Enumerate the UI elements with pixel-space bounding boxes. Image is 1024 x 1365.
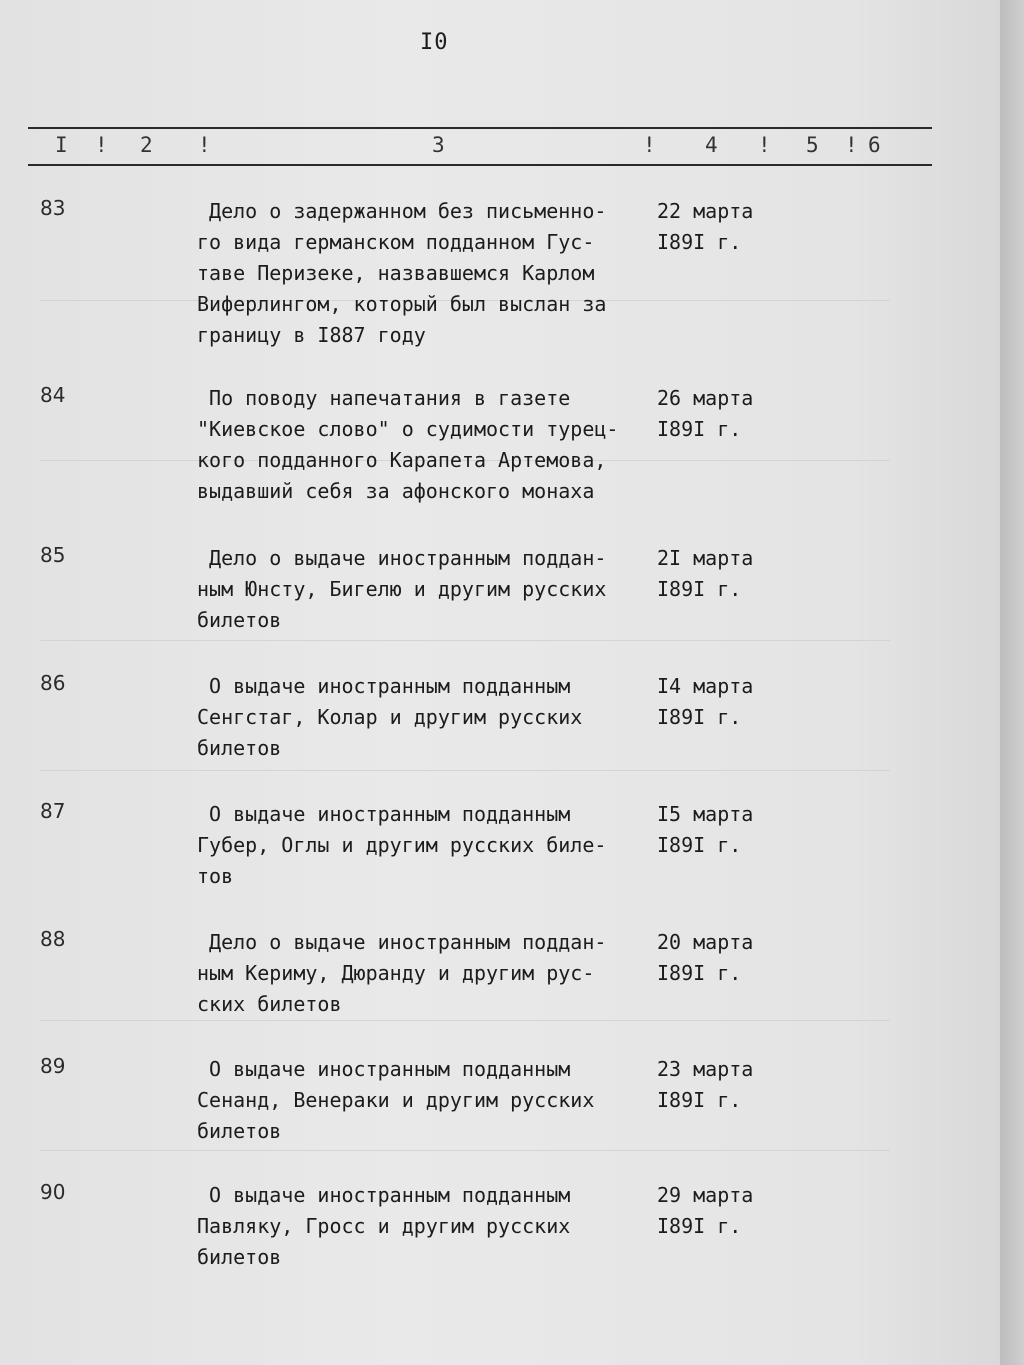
item-date: 2I марта I89I г. <box>657 546 754 601</box>
item-description: О выдаче иностранным подданным Сенгстаг, Колар и другим русских билетов <box>197 674 583 760</box>
item-number: 84 <box>40 383 66 407</box>
header-col-1: I <box>55 133 68 157</box>
item-date: 26 марта I89I г. <box>657 386 754 441</box>
item-number: 88 <box>40 927 66 951</box>
item-description: Дело о выдаче иностранным поддан- ным Юнсту, Бигелю и другим русских билетов <box>197 546 607 632</box>
header-bottom-rule <box>28 164 932 166</box>
item-number: 90 <box>40 1180 66 1204</box>
item-description: О выдаче иностранным подданным Павляку, Гросс и другим русских билетов <box>197 1183 571 1269</box>
item-date: 22 марта I89I г. <box>657 199 754 254</box>
item-description: Дело о выдаче иностранным поддан- ным Кериму, Дюранду и другим рус- ских билетов <box>197 930 607 1016</box>
header-col-5: 5 <box>806 133 819 157</box>
header-separator: ! <box>758 133 771 157</box>
item-number: 87 <box>40 799 66 823</box>
header-top-rule <box>28 127 932 129</box>
page-number: I0 <box>420 30 449 55</box>
item-number: 83 <box>40 196 66 220</box>
bleed-through-line <box>40 1150 890 1151</box>
item-description: О выдаче иностранным подданным Губер, Оглы и другим русских биле- тов <box>197 802 607 888</box>
header-col-3: 3 <box>432 133 445 157</box>
bleed-through-line <box>40 1020 890 1021</box>
header-col-4: 4 <box>705 133 718 157</box>
item-description: О выдаче иностранным подданным Сенанд, Венераки и другим русских билетов <box>197 1057 595 1143</box>
item-number: 89 <box>40 1054 66 1078</box>
header-col-6: 6 <box>868 133 881 157</box>
header-separator: ! <box>643 133 656 157</box>
item-date: I4 марта I89I г. <box>657 674 754 729</box>
header-separator: ! <box>95 133 108 157</box>
item-date: 29 марта I89I г. <box>657 1183 754 1238</box>
item-date: 23 марта I89I г. <box>657 1057 754 1112</box>
item-date: 20 марта I89I г. <box>657 930 754 985</box>
item-number: 85 <box>40 543 66 567</box>
item-description: Дело о задержанном без письменно- го вида германском подданном Гус- таве Перизеке, назвавшемся Карлом Виферлингом, который был выслан за границу в I887 году <box>197 199 607 347</box>
page-edge-shadow <box>1000 0 1024 1365</box>
header-separator: ! <box>845 133 858 157</box>
item-number: 86 <box>40 671 66 695</box>
item-date: I5 марта I89I г. <box>657 802 754 857</box>
bleed-through-line <box>40 640 890 641</box>
header-col-2: 2 <box>140 133 153 157</box>
header-separator: ! <box>198 133 211 157</box>
bleed-through-line <box>40 770 890 771</box>
item-description: По поводу напечатания в газете "Киевское слово" о судимости турец- кого подданного Карапета Артемова, выдавший себя за афонского монаха <box>197 386 619 503</box>
